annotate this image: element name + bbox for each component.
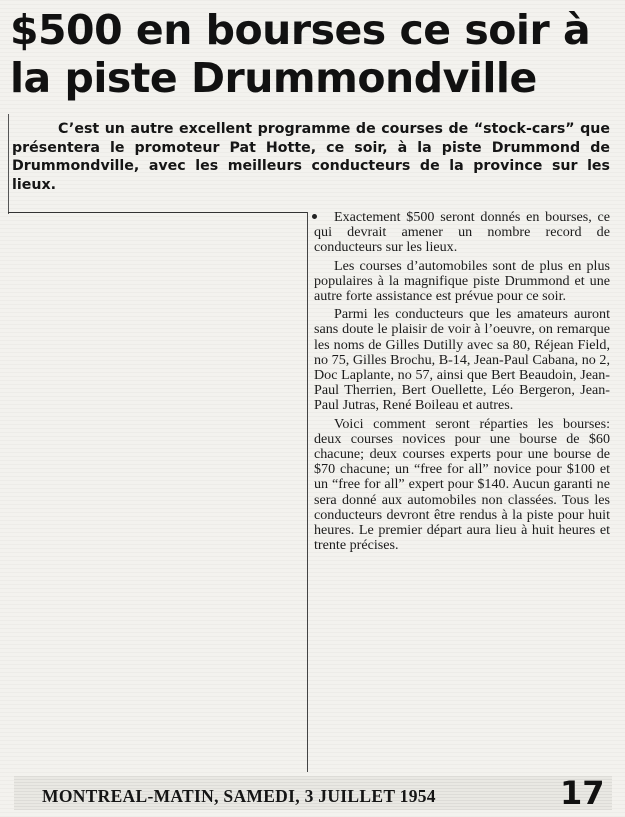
body-paragraph-2: Les courses d’automobiles sont de plus en plus populaires à la magnifique piste Drummond et une autre forte assistance est prévue pour ce soir. xyxy=(314,257,610,305)
lead-bottom-rule xyxy=(8,212,308,213)
column-rule xyxy=(307,212,308,772)
page-number: 17 xyxy=(560,774,605,812)
body-paragraph-3: Parmi les conducteurs que les amateurs auront sans doute le plaisir de voir à l’oeuvre, on remarque les noms de Gilles Dutilly avec sa 80, Réjean Field, no 75, Gilles Brochu, B-14, Jean-Paul Cabana, no 2, Doc Laplante, no 57, ainsi que Bert Beaudoin, Jean-Paul Therrien, Bert Ouellette, Léo Bergeron, Jean-Paul Jutras, René Boileau et autres. xyxy=(314,306,610,414)
lead-left-border xyxy=(8,114,9,214)
article-lead: C’est un autre excellent programme de courses de “stock-cars” que présentera le promoteur Pat Hotte, ce soir, à la piste Drummond de Drummondville, avec les meilleurs conducteurs de la province sur les lieux. xyxy=(12,121,610,193)
publication-line: MONTREAL-MATIN, SAMEDI, 3 JUILLET 1954 xyxy=(42,786,436,806)
article-body xyxy=(314,210,610,556)
body-paragraph-4: Voici comment seront réparties les bourses: deux courses novices pour une bourse de $60 chacune; deux courses experts pour une bourse de $70 chacune; un “free for all” novice pour $100 et un “free for all” expert pour $140. Aucun garanti ne sera donné aux automobiles non classées. Tous les conducteurs devront être rendus à la piste pour huit heures. Le premier départ aura lieu à huit heures et trente précises. xyxy=(314,415,610,554)
article-headline: $500 en bourses ce soir à la piste Drummondville xyxy=(10,6,591,102)
body-paragraph-1: Exactement $500 seront donnés en bourses, ce qui devrait amener un nombre record de conducteurs sur les lieux. xyxy=(314,209,610,256)
